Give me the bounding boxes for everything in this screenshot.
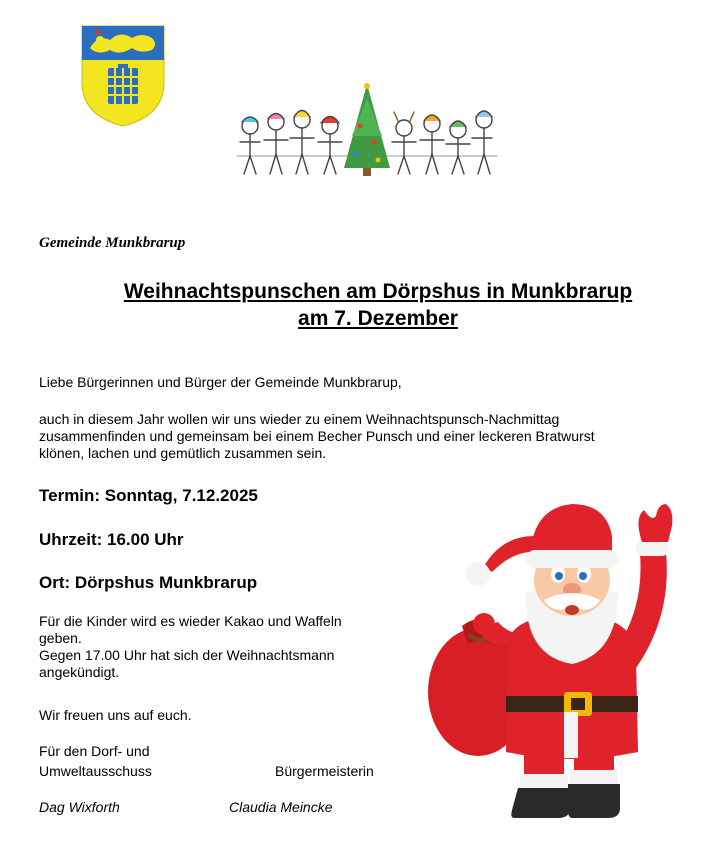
intro-paragraph bbox=[39, 411, 595, 462]
kids-line: Für die Kinder wird es wieder Kakao und Waffeln bbox=[39, 613, 342, 629]
santa-line: Gegen 17.00 Uhr hat sich der Weihnachtsmann bbox=[39, 647, 335, 663]
title-line-2: am 7. Dezember bbox=[298, 307, 458, 330]
closing-line: Wir freuen uns auf euch. bbox=[39, 707, 192, 723]
event-location: Ort: Dörpshus Munkbrarup bbox=[39, 573, 258, 592]
signature-role: Bürgermeisterin bbox=[275, 763, 374, 779]
greeting: Liebe Bürgerinnen und Bürger der Gemeinde Munkbrarup, bbox=[39, 374, 402, 390]
title-line-1: Weihnachtspunschen am Dörpshus in Munkbrarup bbox=[123, 280, 633, 303]
kids-line: geben. bbox=[39, 630, 82, 646]
christmas-kids-illustration bbox=[232, 76, 502, 186]
santa-claus-illustration bbox=[422, 496, 684, 822]
intro-line: zusammenfinden und gemeinsam bei einem Becher Punsch und einer leckeren Bratwurst bbox=[39, 428, 595, 444]
coat-of-arms-icon bbox=[80, 24, 166, 128]
page-title bbox=[40, 278, 705, 332]
intro-line: auch in diesem Jahr wollen wir uns wieder zu einem Weihnachtspunsch-Nachmittag bbox=[39, 411, 560, 427]
santa-line: angekündigt. bbox=[39, 664, 120, 680]
signature-org-line-2: Umweltausschuss bbox=[39, 763, 152, 779]
signature-name-1: Dag Wixforth bbox=[39, 799, 120, 815]
organization-name: Gemeinde Munkbrarup bbox=[39, 235, 186, 251]
event-date: Termin: Sonntag, 7.12.2025 bbox=[39, 486, 258, 505]
intro-line: klönen, lachen und gemütlich zusammen sein. bbox=[39, 445, 327, 461]
signature-name-2: Claudia Meincke bbox=[229, 799, 333, 815]
kids-paragraph bbox=[39, 613, 342, 681]
signature-org-line-1: Für den Dorf- und bbox=[39, 743, 150, 759]
event-time: Uhrzeit: 16.00 Uhr bbox=[39, 530, 184, 549]
